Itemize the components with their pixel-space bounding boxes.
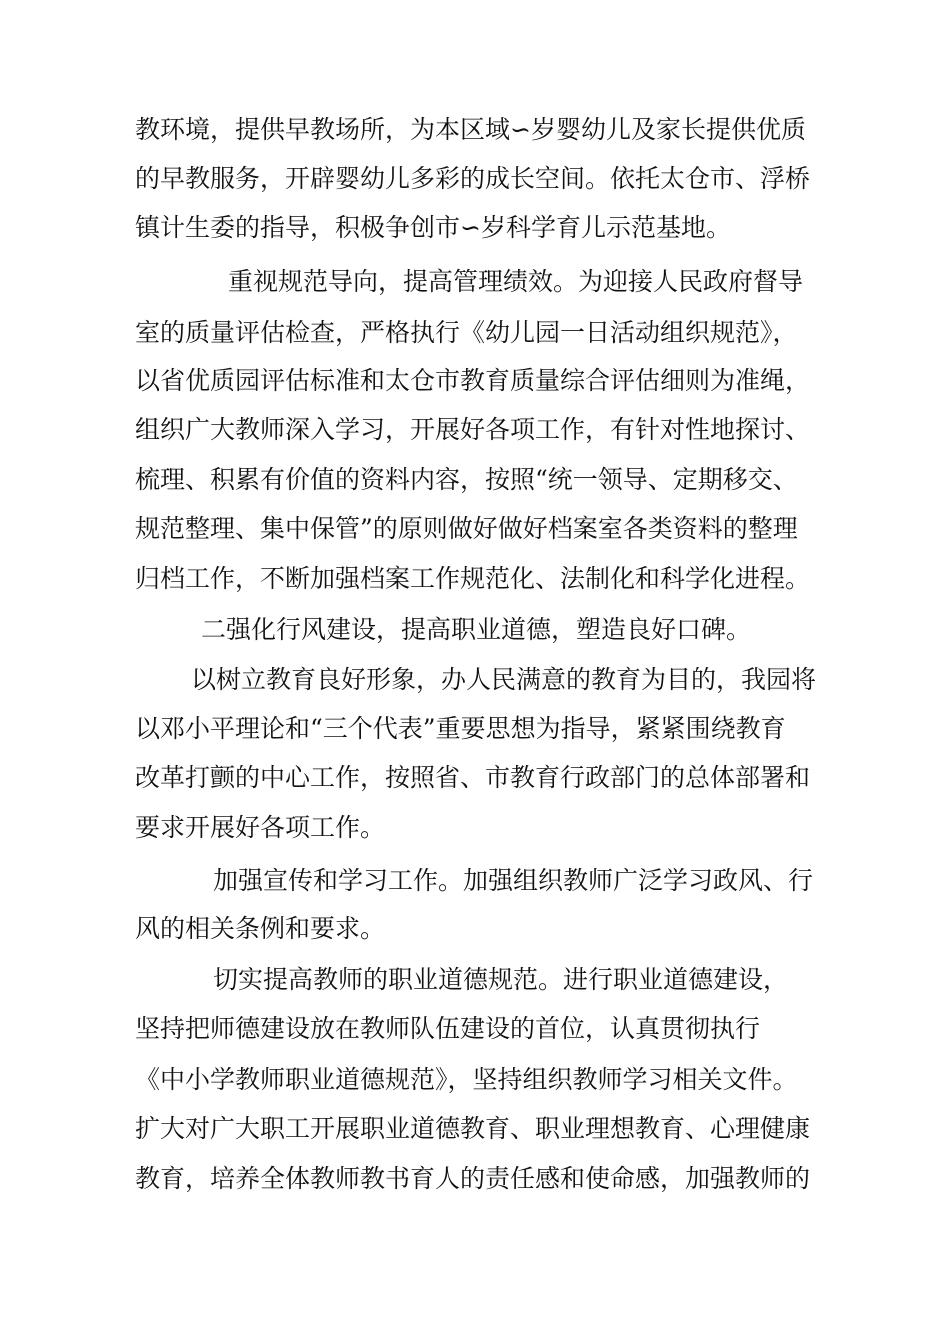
- text-line: 以省优质园评估标准和太仓市教育质量综合评估细则为准绳，: [135, 366, 811, 395]
- text-line: 室的质量评估检查，严格执行《幼儿园一日活动组织规范》，: [135, 318, 798, 347]
- text-line: 以邓小平理论和“三个代表”重要思想为指导，紧紧围绕教育: [135, 714, 786, 743]
- text-line: 教环境，提供早教场所，为本区域∽岁婴幼儿及家长提供优质: [135, 115, 806, 144]
- text-line: 组织广大教师深入学习，开展好各项工作，有针对性地探讨、: [135, 415, 811, 444]
- text-line: 的早教服务，开辟婴幼儿多彩的成长空间。依托太仓市、浮桥: [135, 164, 811, 193]
- text-line: 扩大对广大职工开展职业道德教育、职业理想教育、心理健康: [135, 1114, 811, 1143]
- text-line: 改革打颤的中心工作，按照省、市教育行政部门的总体部署和: [135, 763, 811, 792]
- text-line: 教育，培养全体教师教书育人的责任感和使命感，加强教师的: [135, 1164, 811, 1193]
- text-line: 风的相关条例和要求。: [135, 914, 386, 943]
- text-line: 要求开展好各项工作。: [135, 813, 386, 842]
- section-heading: 二强化行风建设，提高职业道德，塑造良好口碑。: [201, 615, 752, 644]
- text-line: 归档工作，不断加强档案工作规范化、法制化和科学化进程。: [135, 564, 811, 593]
- text-line: 重视规范导向，提高管理绩效。为迎接人民政府督导: [228, 267, 804, 296]
- text-line: 加强宣传和学习工作。加强组织教师广泛学习政风、行: [213, 866, 814, 895]
- text-line: 规范整理、集中保管”的原则做好做好档案室各类资料的整理: [135, 514, 798, 543]
- text-line: 以树立教育良好形象，办人民满意的教育为目的，我园将: [191, 665, 817, 694]
- text-line: 梳理、积累有价值的资料内容，按照“统一领导、定期移交、: [135, 465, 798, 494]
- text-line: 镇计生委的指导，积极争创市∽岁科学育儿示范基地。: [135, 213, 731, 242]
- text-line: 切实提高教师的职业道德规范。进行职业道德建设，: [213, 965, 789, 994]
- text-line: 坚持把师德建设放在教师队伍建设的首位，认真贯彻执行: [135, 1014, 761, 1043]
- text-line: 《中小学教师职业道德规范》，坚持组织教师学习相关文件。: [135, 1065, 798, 1094]
